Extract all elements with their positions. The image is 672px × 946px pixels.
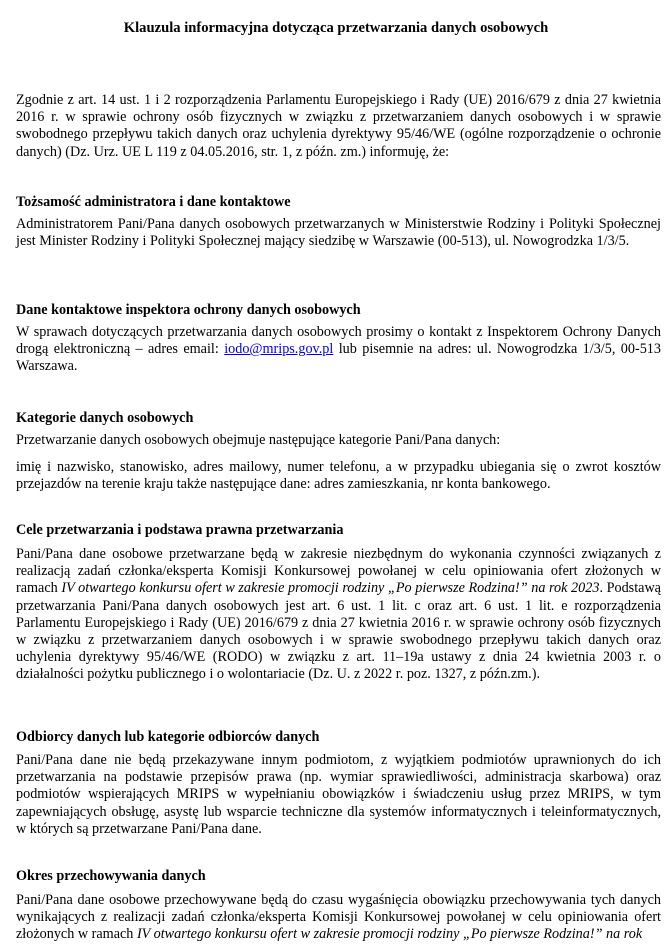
- retention-text-pre: Pani/Pana dane osobowe przechowywane będą do czasu wygaśnięcia obowiązku przechowywania tych danych wynikających z realizacji zadań członka/eksperta Komisji Konkursowej powołanej w celu opiniowania ofert złożonych w ramach: [16, 892, 661, 943]
- administrator-paragraph: Administratorem Pani/Pana danych osobowych przetwarzanych w Ministerstwie Rodziny i Polityki Społecznej jest Minister Rodziny i Polityki Społecznej mający siedzibę w Warszawie (00-513), ul. Nowogrodzka 1/3/5.: [16, 216, 661, 250]
- recipients-paragraph: Pani/Pana dane nie będą przekazywane innym podmiotom, z wyjątkiem podmiotów uprawnionych do ich przetwarzania na podstawie przepisów prawa (np. wymiar sprawiedliwości, administracja skarbowa) oraz podmiotów wspierających MRIPS w wypełnianiu obowiązków i świadczeniu usług przez MRIPS, w tym zapewniających obsługę, asystę lub wsparcie techniczne dla systemów informatycznych i teleinformatycznych, w których są przetwarzane Pani/Pana dane.: [16, 752, 661, 837]
- intro-paragraph: Zgodnie z art. 14 ust. 1 i 2 rozporządzenia Parlamentu Europejskiego i Rady (UE) 2016/679 z dnia 27 kwietnia 2016 r. w sprawie ochrony osób fizycznych w związku z przetwarzaniem danych osobowych i w sprawie swobodnego przepływu takich danych oraz uchylenia dyrektywy 95/46/WE (ogólne rozporządzenie o ochronie danych) (Dz. Urz. UE L 119 z 04.05.2016, str. 1, z późn. zm.) informuję, że:: [16, 92, 661, 160]
- section-heading-purposes: Cele przetwarzania i podstawa prawna przetwarzania: [16, 522, 344, 538]
- contest-name: IV otwartego konkursu ofert w zakresie promocji rodziny „Po pierwsze Rodzina!” na rok 2023: [61, 580, 600, 597]
- categories-intro: Przetwarzanie danych osobowych obejmuje następujące kategorie Pani/Pana danych:: [16, 432, 501, 448]
- section-heading-dpo: Dane kontaktowe inspektora ochrony danych osobowych: [16, 302, 361, 318]
- dpo-paragraph: [16, 324, 661, 376]
- section-heading-administrator: Tożsamość administratora i dane kontaktowe: [16, 194, 291, 210]
- retention-contest-name: IV otwartego konkursu ofert w zakresie promocji rodziny „Po pierwsze Rodzina!” na rok: [136, 926, 643, 943]
- purposes-text-post: . Podstawą przetwarzania Pani/Pana danych osobowych jest art. 6 ust. 1 lit. c oraz art. 6 ust. 1 lit. e rozporządzenia Parlamentu Europejskiego i Rady (UE) 2016/679 z dnia 27 kwietnia 2016 r. w sprawie ochrony osób fizycznych w związku z przetwarzaniem danych osobowych i w sprawie swobodnego przepływu takich danych oraz uchylenia dyrektywy 95/46/WE (RODO) w związku z art. 11–19a ustawy z dnia 24 kwietnia 2003 r. o działalności pożytku publicznego i o wolontariacie (Dz. U. z 2022 r. poz. 1327, z późn.zm.).: [16, 580, 661, 683]
- section-heading-categories: Kategorie danych osobowych: [16, 410, 194, 426]
- dpo-email-link[interactable]: iodo@mrips.gov.pl: [224, 341, 334, 358]
- dpo-text-post: lub pisemnie na adres: ul. Nowogrodzka 1/3/5, 00-513 Warszawa.: [16, 341, 661, 375]
- section-heading-retention: Okres przechowywania danych: [16, 868, 206, 884]
- document-title: Klauzula informacyjna dotycząca przetwarzania danych osobowych: [123, 20, 549, 36]
- purposes-paragraph: [16, 546, 661, 684]
- categories-list: imię i nazwisko, stanowisko, adres mailowy, numer telefonu, a w przypadku ubiegania się o zwrot kosztów przejazdów na terenie kraju także następujące dane: adres zamieszkania, nr konta bankowego.: [16, 459, 661, 493]
- purposes-text-pre: Pani/Pana dane osobowe przetwarzane będą w zakresie niezbędnym do wykonania czynności związanych z realizacją zadań członka/eksperta Komisji Konkursowej powołanej w celu opiniowania ofert złożonych w ramach: [16, 546, 661, 597]
- retention-paragraph: [16, 892, 661, 944]
- dpo-text-pre: W sprawach dotyczących przetwarzania danych osobowych prosimy o kontakt z Inspektorem Ochrony Danych drogą elektroniczną – adres email:: [16, 324, 661, 358]
- section-heading-recipients: Odbiorcy danych lub kategorie odbiorców danych: [16, 729, 320, 745]
